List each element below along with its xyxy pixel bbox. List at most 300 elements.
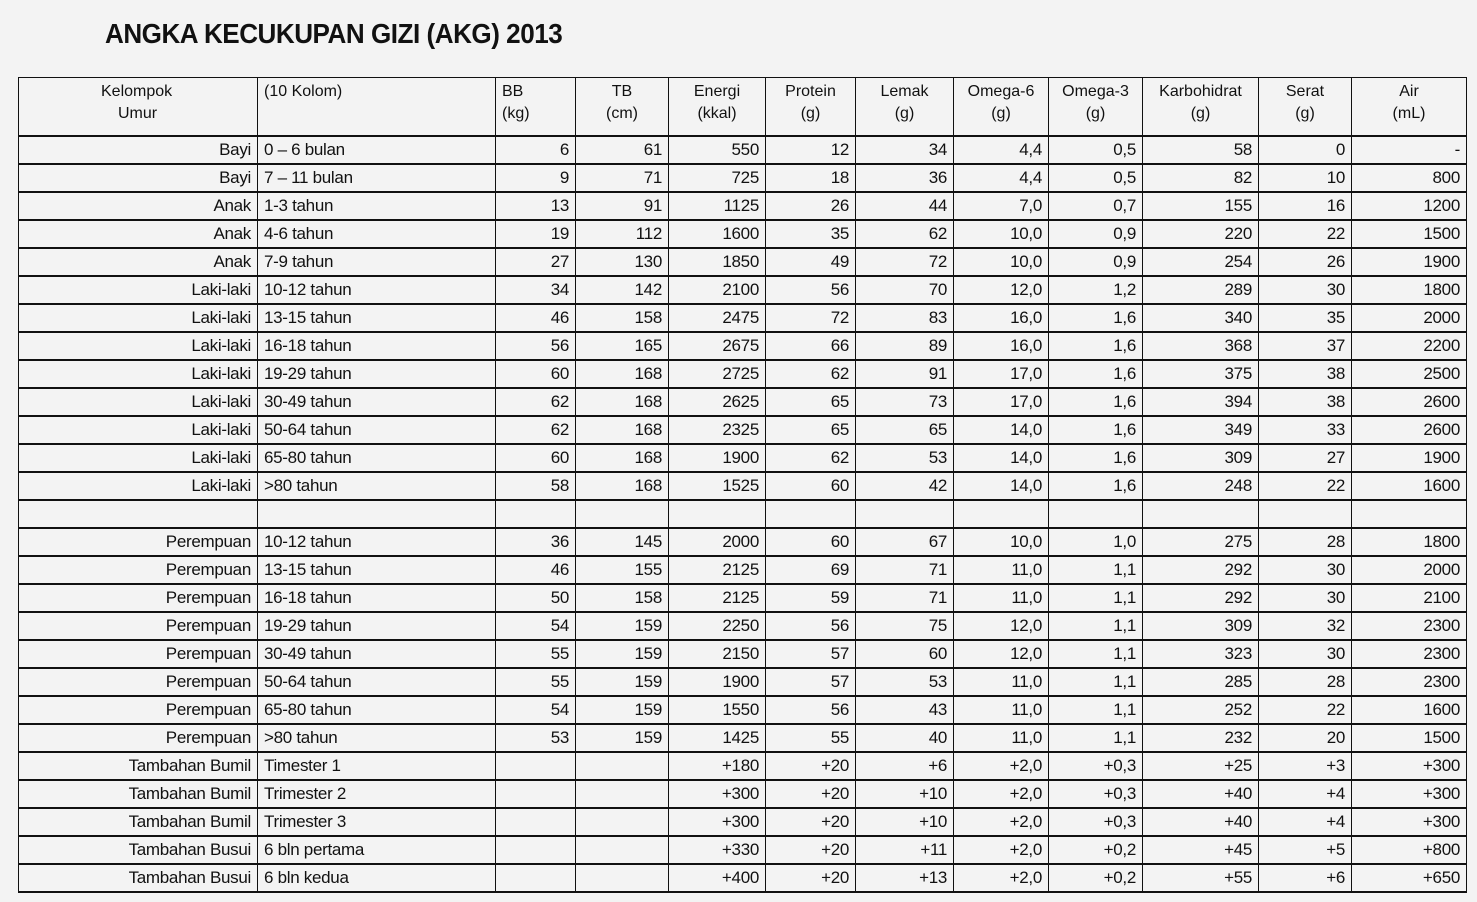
cell-energi: 1900 xyxy=(669,668,766,696)
cell-protein: +20 xyxy=(766,864,856,892)
cell-protein: 60 xyxy=(766,472,856,500)
cell-karbohidrat: 275 xyxy=(1143,528,1259,556)
table-row xyxy=(19,556,1467,584)
cell-sub-group: 65-80 tahun xyxy=(258,696,496,724)
cell-karbohidrat: 155 xyxy=(1143,192,1259,220)
cell-omega-3: 1,0 xyxy=(1049,528,1143,556)
cell-kelompok-umur: Laki-laki xyxy=(19,444,258,472)
cell-sub-group: 0 – 6 bulan xyxy=(258,136,496,164)
cell-omega-6: 10,0 xyxy=(954,248,1049,276)
cell-protein xyxy=(766,500,856,528)
cell-sub-group: 16-18 tahun xyxy=(258,584,496,612)
cell-karbohidrat: +40 xyxy=(1143,780,1259,808)
cell-tb: 159 xyxy=(576,668,669,696)
cell-sub-group: 10-12 tahun xyxy=(258,528,496,556)
cell-protein: 72 xyxy=(766,304,856,332)
header-serat-line: Serat xyxy=(1285,83,1325,100)
cell-omega-3: +0,3 xyxy=(1049,780,1143,808)
cell-karbohidrat: 58 xyxy=(1143,136,1259,164)
cell-karbohidrat: 292 xyxy=(1143,584,1259,612)
cell-tb xyxy=(576,752,669,780)
cell-kelompok-umur: Laki-laki xyxy=(19,360,258,388)
header-omega-3 xyxy=(1049,78,1143,137)
cell-sub-group: 13-15 tahun xyxy=(258,556,496,584)
cell-air: 1900 xyxy=(1352,248,1467,276)
cell-tb: 165 xyxy=(576,332,669,360)
cell-lemak xyxy=(856,500,954,528)
header-omega-6-line: (g) xyxy=(991,105,1011,122)
cell-omega-6: +2,0 xyxy=(954,808,1049,836)
table-row xyxy=(19,640,1467,668)
cell-protein: 35 xyxy=(766,220,856,248)
table-row xyxy=(19,612,1467,640)
cell-karbohidrat: +55 xyxy=(1143,864,1259,892)
cell-energi: 2100 xyxy=(669,276,766,304)
cell-karbohidrat: 375 xyxy=(1143,360,1259,388)
cell-sub-group: 1-3 tahun xyxy=(258,192,496,220)
header-lemak-line: Lemak xyxy=(880,83,929,100)
cell-air: 1900 xyxy=(1352,444,1467,472)
cell-protein: 12 xyxy=(766,136,856,164)
cell-protein: 56 xyxy=(766,612,856,640)
cell-lemak: 91 xyxy=(856,360,954,388)
cell-sub-group: 50-64 tahun xyxy=(258,416,496,444)
cell-energi: 1600 xyxy=(669,220,766,248)
cell-sub-group: Trimester 2 xyxy=(258,780,496,808)
header-air xyxy=(1352,78,1467,137)
cell-bb: 36 xyxy=(496,528,576,556)
cell-air xyxy=(1352,500,1467,528)
cell-energi: 2475 xyxy=(669,304,766,332)
cell-kelompok-umur: Laki-laki xyxy=(19,416,258,444)
cell-protein: 65 xyxy=(766,388,856,416)
cell-protein: 66 xyxy=(766,332,856,360)
cell-lemak: 71 xyxy=(856,584,954,612)
cell-sub-group: 6 bln kedua xyxy=(258,864,496,892)
cell-lemak: 43 xyxy=(856,696,954,724)
cell-bb xyxy=(496,836,576,864)
cell-omega-6: 10,0 xyxy=(954,528,1049,556)
cell-karbohidrat: 349 xyxy=(1143,416,1259,444)
header-kelompok-umur-line: Umur xyxy=(118,105,158,122)
cell-serat: 22 xyxy=(1259,472,1352,500)
cell-lemak: 62 xyxy=(856,220,954,248)
cell-omega-3: 1,6 xyxy=(1049,360,1143,388)
cell-kelompok-umur: Laki-laki xyxy=(19,276,258,304)
cell-serat: 38 xyxy=(1259,360,1352,388)
cell-bb: 46 xyxy=(496,304,576,332)
cell-air: - xyxy=(1352,136,1467,164)
header-air-line: (mL) xyxy=(1392,105,1426,122)
cell-tb: 168 xyxy=(576,444,669,472)
cell-omega-6: 4,4 xyxy=(954,164,1049,192)
header-omega-3-line: (g) xyxy=(1085,105,1106,122)
cell-karbohidrat: 252 xyxy=(1143,696,1259,724)
cell-serat: 10 xyxy=(1259,164,1352,192)
cell-sub-group: 19-29 tahun xyxy=(258,612,496,640)
cell-bb xyxy=(496,808,576,836)
cell-omega-6: 12,0 xyxy=(954,276,1049,304)
cell-karbohidrat: 82 xyxy=(1143,164,1259,192)
header-protein-line: (g) xyxy=(800,105,821,122)
cell-serat: 30 xyxy=(1259,276,1352,304)
header-omega-6-line: Omega-6 xyxy=(967,83,1035,100)
cell-tb xyxy=(576,780,669,808)
cell-omega-6: 12,0 xyxy=(954,612,1049,640)
cell-bb: 55 xyxy=(496,668,576,696)
cell-lemak: 75 xyxy=(856,612,954,640)
table-row xyxy=(19,220,1467,248)
cell-energi: +180 xyxy=(669,752,766,780)
cell-tb: 112 xyxy=(576,220,669,248)
header-kelompok-umur xyxy=(19,78,258,137)
cell-air: 2100 xyxy=(1352,584,1467,612)
cell-air: +300 xyxy=(1352,808,1467,836)
cell-air: 1500 xyxy=(1352,220,1467,248)
cell-lemak: +10 xyxy=(856,780,954,808)
cell-serat: 32 xyxy=(1259,612,1352,640)
cell-omega-3: 1,1 xyxy=(1049,724,1143,752)
cell-lemak: +6 xyxy=(856,752,954,780)
table-row xyxy=(19,164,1467,192)
cell-energi: 2250 xyxy=(669,612,766,640)
header-row xyxy=(19,78,1467,137)
cell-protein: 62 xyxy=(766,444,856,472)
cell-kelompok-umur: Laki-laki xyxy=(19,388,258,416)
cell-omega-6: +2,0 xyxy=(954,780,1049,808)
cell-kelompok-umur: Perempuan xyxy=(19,528,258,556)
cell-sub-group: 50-64 tahun xyxy=(258,668,496,696)
cell-serat: +6 xyxy=(1259,864,1352,892)
cell-air: 2500 xyxy=(1352,360,1467,388)
table-row xyxy=(19,668,1467,696)
cell-karbohidrat: +45 xyxy=(1143,836,1259,864)
cell-tb: 159 xyxy=(576,640,669,668)
cell-serat: +4 xyxy=(1259,780,1352,808)
cell-kelompok-umur: Perempuan xyxy=(19,724,258,752)
cell-omega-3: 1,6 xyxy=(1049,416,1143,444)
cell-tb: 91 xyxy=(576,192,669,220)
cell-air: 800 xyxy=(1352,164,1467,192)
cell-protein: 60 xyxy=(766,528,856,556)
cell-omega-3: 1,6 xyxy=(1049,332,1143,360)
cell-bb xyxy=(496,500,576,528)
cell-omega-6: 4,4 xyxy=(954,136,1049,164)
cell-bb: 60 xyxy=(496,444,576,472)
table-row xyxy=(19,724,1467,752)
cell-omega-3: +0,3 xyxy=(1049,752,1143,780)
cell-omega-3: 0,7 xyxy=(1049,192,1143,220)
cell-serat: +5 xyxy=(1259,836,1352,864)
header-lemak-line: (g) xyxy=(894,105,915,122)
cell-omega-6: 10,0 xyxy=(954,220,1049,248)
cell-omega-3: 1,1 xyxy=(1049,556,1143,584)
cell-omega-3: 1,2 xyxy=(1049,276,1143,304)
cell-energi: +400 xyxy=(669,864,766,892)
cell-energi: 1550 xyxy=(669,696,766,724)
table-row xyxy=(19,836,1467,864)
cell-karbohidrat xyxy=(1143,500,1259,528)
cell-air: 1800 xyxy=(1352,528,1467,556)
header-protein-line: Protein xyxy=(785,83,836,100)
header-energi-line: Energi xyxy=(693,83,741,100)
cell-serat: +4 xyxy=(1259,808,1352,836)
cell-kelompok-umur: Perempuan xyxy=(19,612,258,640)
header-air-line: Air xyxy=(1399,83,1419,100)
cell-lemak: 36 xyxy=(856,164,954,192)
cell-tb: 155 xyxy=(576,556,669,584)
cell-protein: 59 xyxy=(766,584,856,612)
cell-sub-group: 16-18 tahun xyxy=(258,332,496,360)
cell-protein: 26 xyxy=(766,192,856,220)
cell-karbohidrat: +25 xyxy=(1143,752,1259,780)
cell-tb: 159 xyxy=(576,612,669,640)
cell-omega-6: 16,0 xyxy=(954,332,1049,360)
cell-omega-6: 11,0 xyxy=(954,556,1049,584)
cell-energi: +330 xyxy=(669,836,766,864)
cell-protein: 69 xyxy=(766,556,856,584)
cell-energi: 1425 xyxy=(669,724,766,752)
cell-air: +800 xyxy=(1352,836,1467,864)
cell-omega-3 xyxy=(1049,500,1143,528)
cell-bb: 58 xyxy=(496,472,576,500)
cell-kelompok-umur: Perempuan xyxy=(19,640,258,668)
table-row xyxy=(19,864,1467,892)
cell-lemak: 83 xyxy=(856,304,954,332)
cell-energi: 2125 xyxy=(669,556,766,584)
cell-bb xyxy=(496,780,576,808)
cell-air: 2000 xyxy=(1352,556,1467,584)
cell-protein: 65 xyxy=(766,416,856,444)
table-row xyxy=(19,248,1467,276)
cell-lemak: 40 xyxy=(856,724,954,752)
cell-bb: 56 xyxy=(496,332,576,360)
table-row xyxy=(19,416,1467,444)
cell-serat: 30 xyxy=(1259,640,1352,668)
cell-tb: 159 xyxy=(576,724,669,752)
cell-kelompok-umur: Bayi xyxy=(19,164,258,192)
cell-energi: 725 xyxy=(669,164,766,192)
cell-serat: 38 xyxy=(1259,388,1352,416)
cell-air: 1600 xyxy=(1352,696,1467,724)
cell-energi: +300 xyxy=(669,808,766,836)
cell-tb xyxy=(576,836,669,864)
header-omega-6 xyxy=(954,78,1049,137)
cell-tb: 61 xyxy=(576,136,669,164)
table-row xyxy=(19,780,1467,808)
cell-sub-group: 7 – 11 bulan xyxy=(258,164,496,192)
cell-tb xyxy=(576,864,669,892)
table-row xyxy=(19,696,1467,724)
cell-protein: 62 xyxy=(766,360,856,388)
cell-bb: 54 xyxy=(496,612,576,640)
cell-karbohidrat: 292 xyxy=(1143,556,1259,584)
cell-sub-group: Timester 1 xyxy=(258,752,496,780)
cell-tb: 71 xyxy=(576,164,669,192)
cell-karbohidrat: 232 xyxy=(1143,724,1259,752)
cell-bb: 62 xyxy=(496,388,576,416)
header-omega-3-line: Omega-3 xyxy=(1062,83,1129,100)
cell-lemak: 60 xyxy=(856,640,954,668)
table-row xyxy=(19,528,1467,556)
cell-serat xyxy=(1259,500,1352,528)
cell-kelompok-umur: Laki-laki xyxy=(19,472,258,500)
cell-kelompok-umur: Tambahan Bumil xyxy=(19,808,258,836)
cell-omega-3: 1,6 xyxy=(1049,388,1143,416)
cell-bb xyxy=(496,752,576,780)
cell-omega-3: 1,1 xyxy=(1049,584,1143,612)
cell-serat: 28 xyxy=(1259,668,1352,696)
cell-air: 2600 xyxy=(1352,416,1467,444)
cell-tb: 168 xyxy=(576,472,669,500)
header-serat xyxy=(1259,78,1352,137)
cell-serat: 30 xyxy=(1259,584,1352,612)
cell-protein: +20 xyxy=(766,752,856,780)
cell-omega-6: 7,0 xyxy=(954,192,1049,220)
cell-protein: 18 xyxy=(766,164,856,192)
cell-omega-3: 1,1 xyxy=(1049,640,1143,668)
cell-kelompok-umur: Tambahan Bumil xyxy=(19,752,258,780)
cell-serat: 37 xyxy=(1259,332,1352,360)
cell-kelompok-umur: Laki-laki xyxy=(19,304,258,332)
cell-lemak: 53 xyxy=(856,444,954,472)
cell-energi: 2625 xyxy=(669,388,766,416)
cell-energi: 2150 xyxy=(669,640,766,668)
cell-serat: 20 xyxy=(1259,724,1352,752)
cell-omega-6: +2,0 xyxy=(954,864,1049,892)
cell-omega-6: 11,0 xyxy=(954,724,1049,752)
cell-lemak: 70 xyxy=(856,276,954,304)
cell-protein: 49 xyxy=(766,248,856,276)
cell-sub-group: 6 bln pertama xyxy=(258,836,496,864)
cell-serat: 28 xyxy=(1259,528,1352,556)
table-row xyxy=(19,472,1467,500)
cell-lemak: 73 xyxy=(856,388,954,416)
cell-serat: +3 xyxy=(1259,752,1352,780)
cell-omega-6: 12,0 xyxy=(954,640,1049,668)
table-row xyxy=(19,584,1467,612)
cell-air: 2000 xyxy=(1352,304,1467,332)
cell-bb: 27 xyxy=(496,248,576,276)
cell-energi: 2325 xyxy=(669,416,766,444)
cell-air: 1500 xyxy=(1352,724,1467,752)
cell-kelompok-umur: Tambahan Busui xyxy=(19,864,258,892)
cell-air: 2300 xyxy=(1352,668,1467,696)
cell-omega-3: 1,6 xyxy=(1049,472,1143,500)
cell-serat: 30 xyxy=(1259,556,1352,584)
akg-table xyxy=(18,77,1467,893)
cell-lemak: 65 xyxy=(856,416,954,444)
header-karbohidrat xyxy=(1143,78,1259,137)
table-row xyxy=(19,444,1467,472)
cell-air: +650 xyxy=(1352,864,1467,892)
header-bb xyxy=(496,78,576,137)
cell-protein: +20 xyxy=(766,780,856,808)
blank-row xyxy=(19,500,1467,528)
cell-bb: 34 xyxy=(496,276,576,304)
cell-bb: 55 xyxy=(496,640,576,668)
cell-air: 2300 xyxy=(1352,612,1467,640)
cell-sub-group: 13-15 tahun xyxy=(258,304,496,332)
cell-karbohidrat: 368 xyxy=(1143,332,1259,360)
table-row xyxy=(19,752,1467,780)
cell-lemak: 72 xyxy=(856,248,954,276)
cell-kelompok-umur: Tambahan Busui xyxy=(19,836,258,864)
cell-sub-group: 19-29 tahun xyxy=(258,360,496,388)
cell-omega-6: 17,0 xyxy=(954,388,1049,416)
cell-air: 1800 xyxy=(1352,276,1467,304)
header-karbohidrat-line: Karbohidrat xyxy=(1159,83,1242,100)
cell-protein: +20 xyxy=(766,808,856,836)
cell-sub-group: 10-12 tahun xyxy=(258,276,496,304)
cell-lemak: 34 xyxy=(856,136,954,164)
cell-protein: 56 xyxy=(766,696,856,724)
cell-omega-6 xyxy=(954,500,1049,528)
cell-tb xyxy=(576,808,669,836)
cell-lemak: +10 xyxy=(856,808,954,836)
cell-air: +300 xyxy=(1352,752,1467,780)
cell-bb: 46 xyxy=(496,556,576,584)
cell-karbohidrat: 309 xyxy=(1143,444,1259,472)
cell-lemak: 42 xyxy=(856,472,954,500)
cell-omega-3: 1,1 xyxy=(1049,668,1143,696)
cell-sub-group: 4-6 tahun xyxy=(258,220,496,248)
cell-bb: 62 xyxy=(496,416,576,444)
cell-kelompok-umur: Perempuan xyxy=(19,556,258,584)
cell-omega-6: 11,0 xyxy=(954,668,1049,696)
cell-protein: +20 xyxy=(766,836,856,864)
cell-omega-3: 0,9 xyxy=(1049,248,1143,276)
cell-tb: 158 xyxy=(576,584,669,612)
cell-energi: 1125 xyxy=(669,192,766,220)
header-karbohidrat-line: (g) xyxy=(1190,105,1211,122)
cell-serat: 27 xyxy=(1259,444,1352,472)
cell-serat: 35 xyxy=(1259,304,1352,332)
header-tb-line: (cm) xyxy=(606,105,638,122)
cell-serat: 22 xyxy=(1259,696,1352,724)
cell-energi: 2675 xyxy=(669,332,766,360)
cell-kelompok-umur: Anak xyxy=(19,192,258,220)
cell-tb xyxy=(576,500,669,528)
header-bb-line: BB xyxy=(502,83,524,100)
cell-energi: 1900 xyxy=(669,444,766,472)
table-row xyxy=(19,136,1467,164)
table-row xyxy=(19,332,1467,360)
cell-energi: 2725 xyxy=(669,360,766,388)
cell-energi: 2000 xyxy=(669,528,766,556)
cell-tb: 145 xyxy=(576,528,669,556)
cell-energi: 1850 xyxy=(669,248,766,276)
header-energi xyxy=(669,78,766,137)
table-row xyxy=(19,360,1467,388)
header-sub-group xyxy=(258,78,496,137)
cell-energi: +300 xyxy=(669,780,766,808)
header-tb xyxy=(576,78,669,137)
table-row xyxy=(19,276,1467,304)
cell-tb: 168 xyxy=(576,360,669,388)
cell-air: 2300 xyxy=(1352,640,1467,668)
cell-karbohidrat: +40 xyxy=(1143,808,1259,836)
cell-bb: 9 xyxy=(496,164,576,192)
cell-sub-group xyxy=(258,500,496,528)
cell-sub-group: 30-49 tahun xyxy=(258,640,496,668)
cell-karbohidrat: 254 xyxy=(1143,248,1259,276)
cell-bb: 19 xyxy=(496,220,576,248)
cell-lemak: 89 xyxy=(856,332,954,360)
cell-tb: 168 xyxy=(576,388,669,416)
cell-omega-3: 1,1 xyxy=(1049,612,1143,640)
cell-energi xyxy=(669,500,766,528)
